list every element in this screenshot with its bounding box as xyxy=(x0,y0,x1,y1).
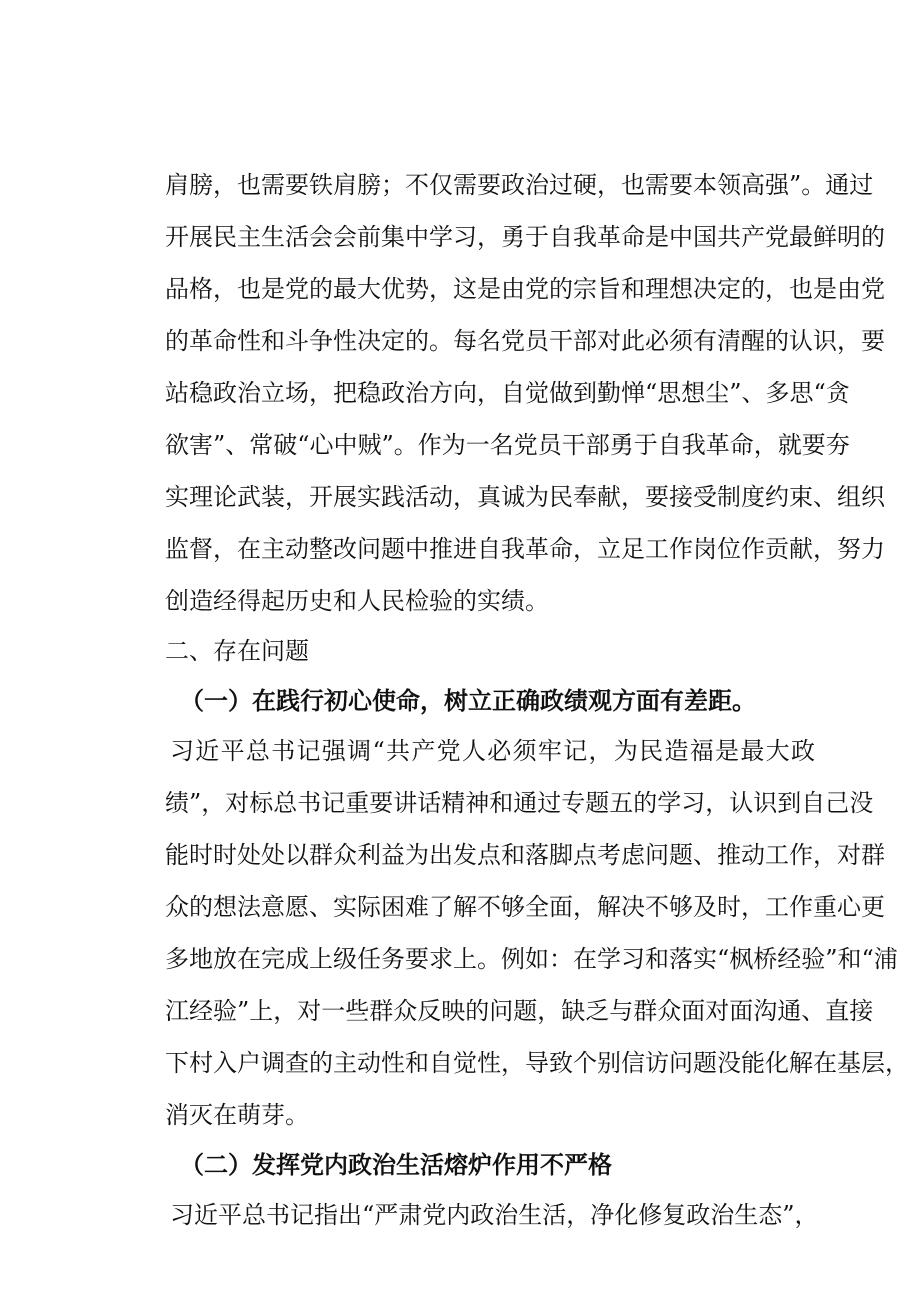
para1-line-3: 能时时处处以群众利益为出发点和落脚点考虑问题、推动工作，对群 xyxy=(165,841,885,869)
intro-line-9: 创造经得起历史和人民检验的实绩。 xyxy=(165,587,549,615)
intro-line-6: 欲害”、常破“心中贼”。作为一名党员干部勇于自我革命，就要夯 xyxy=(165,431,850,459)
para1-line-2: 绩”，对标总书记重要讲话精神和通过专题五的学习，认识到自己没 xyxy=(165,789,874,817)
para1-line-8: 消灭在萌芽。 xyxy=(165,1101,309,1129)
intro-line-1: 肩膀，也需要铁肩膀；不仅需要政治过硬，也需要本领高强”。通过 xyxy=(165,171,874,199)
section-heading: 二、存在问题 xyxy=(165,637,309,665)
para1-line-6: 江经验”上，对一些群众反映的问题，缺乏与群众面对面沟通、直接 xyxy=(165,997,874,1025)
intro-line-2: 开展民主生活会会前集中学习，勇于自我革命是中国共产党最鲜明的 xyxy=(165,223,885,251)
intro-line-8: 监督，在主动整改问题中推进自我革命，立足工作岗位作贡献，努力 xyxy=(165,535,885,563)
subheading-2: （二）发挥党内政治生活熔炉作用不严格 xyxy=(180,1150,612,1179)
para1-line-4: 众的想法意愿、实际困难了解不够全面，解决不够及时，工作重心更 xyxy=(165,893,885,921)
para1-line-7: 下村入户调查的主动性和自觉性，导致个别信访问题没能化解在基层， xyxy=(165,1049,909,1077)
intro-line-7: 实理论武装，开展实践活动，真诚为民奉献，要接受制度约束、组织 xyxy=(165,483,885,511)
para1-line-5: 多地放在完成上级任务要求上。例如：在学习和落实“枫桥经验”和“浦 xyxy=(165,945,898,973)
intro-line-5: 站稳政治立场，把稳政治方向，自觉做到勤惮“思想尘”、多思“贪 xyxy=(165,379,850,407)
intro-line-3: 品格，也是党的最大优势，这是由党的宗旨和理想决定的，也是由党 xyxy=(165,275,885,303)
intro-line-4: 的革命性和斗争性决定的。每名党员干部对此必须有清醒的认识，要 xyxy=(165,327,885,355)
para2-line-1: 习近平总书记指出“严肃党内政治生活，净化修复政治生态”， xyxy=(170,1201,819,1229)
para1-line-1: 习近平总书记强调“共产党人必须牢记，为民造福是最大政 xyxy=(170,737,815,765)
subheading-1: （一）在践行初心使命，树立正确政绩观方面有差距。 xyxy=(180,686,756,715)
